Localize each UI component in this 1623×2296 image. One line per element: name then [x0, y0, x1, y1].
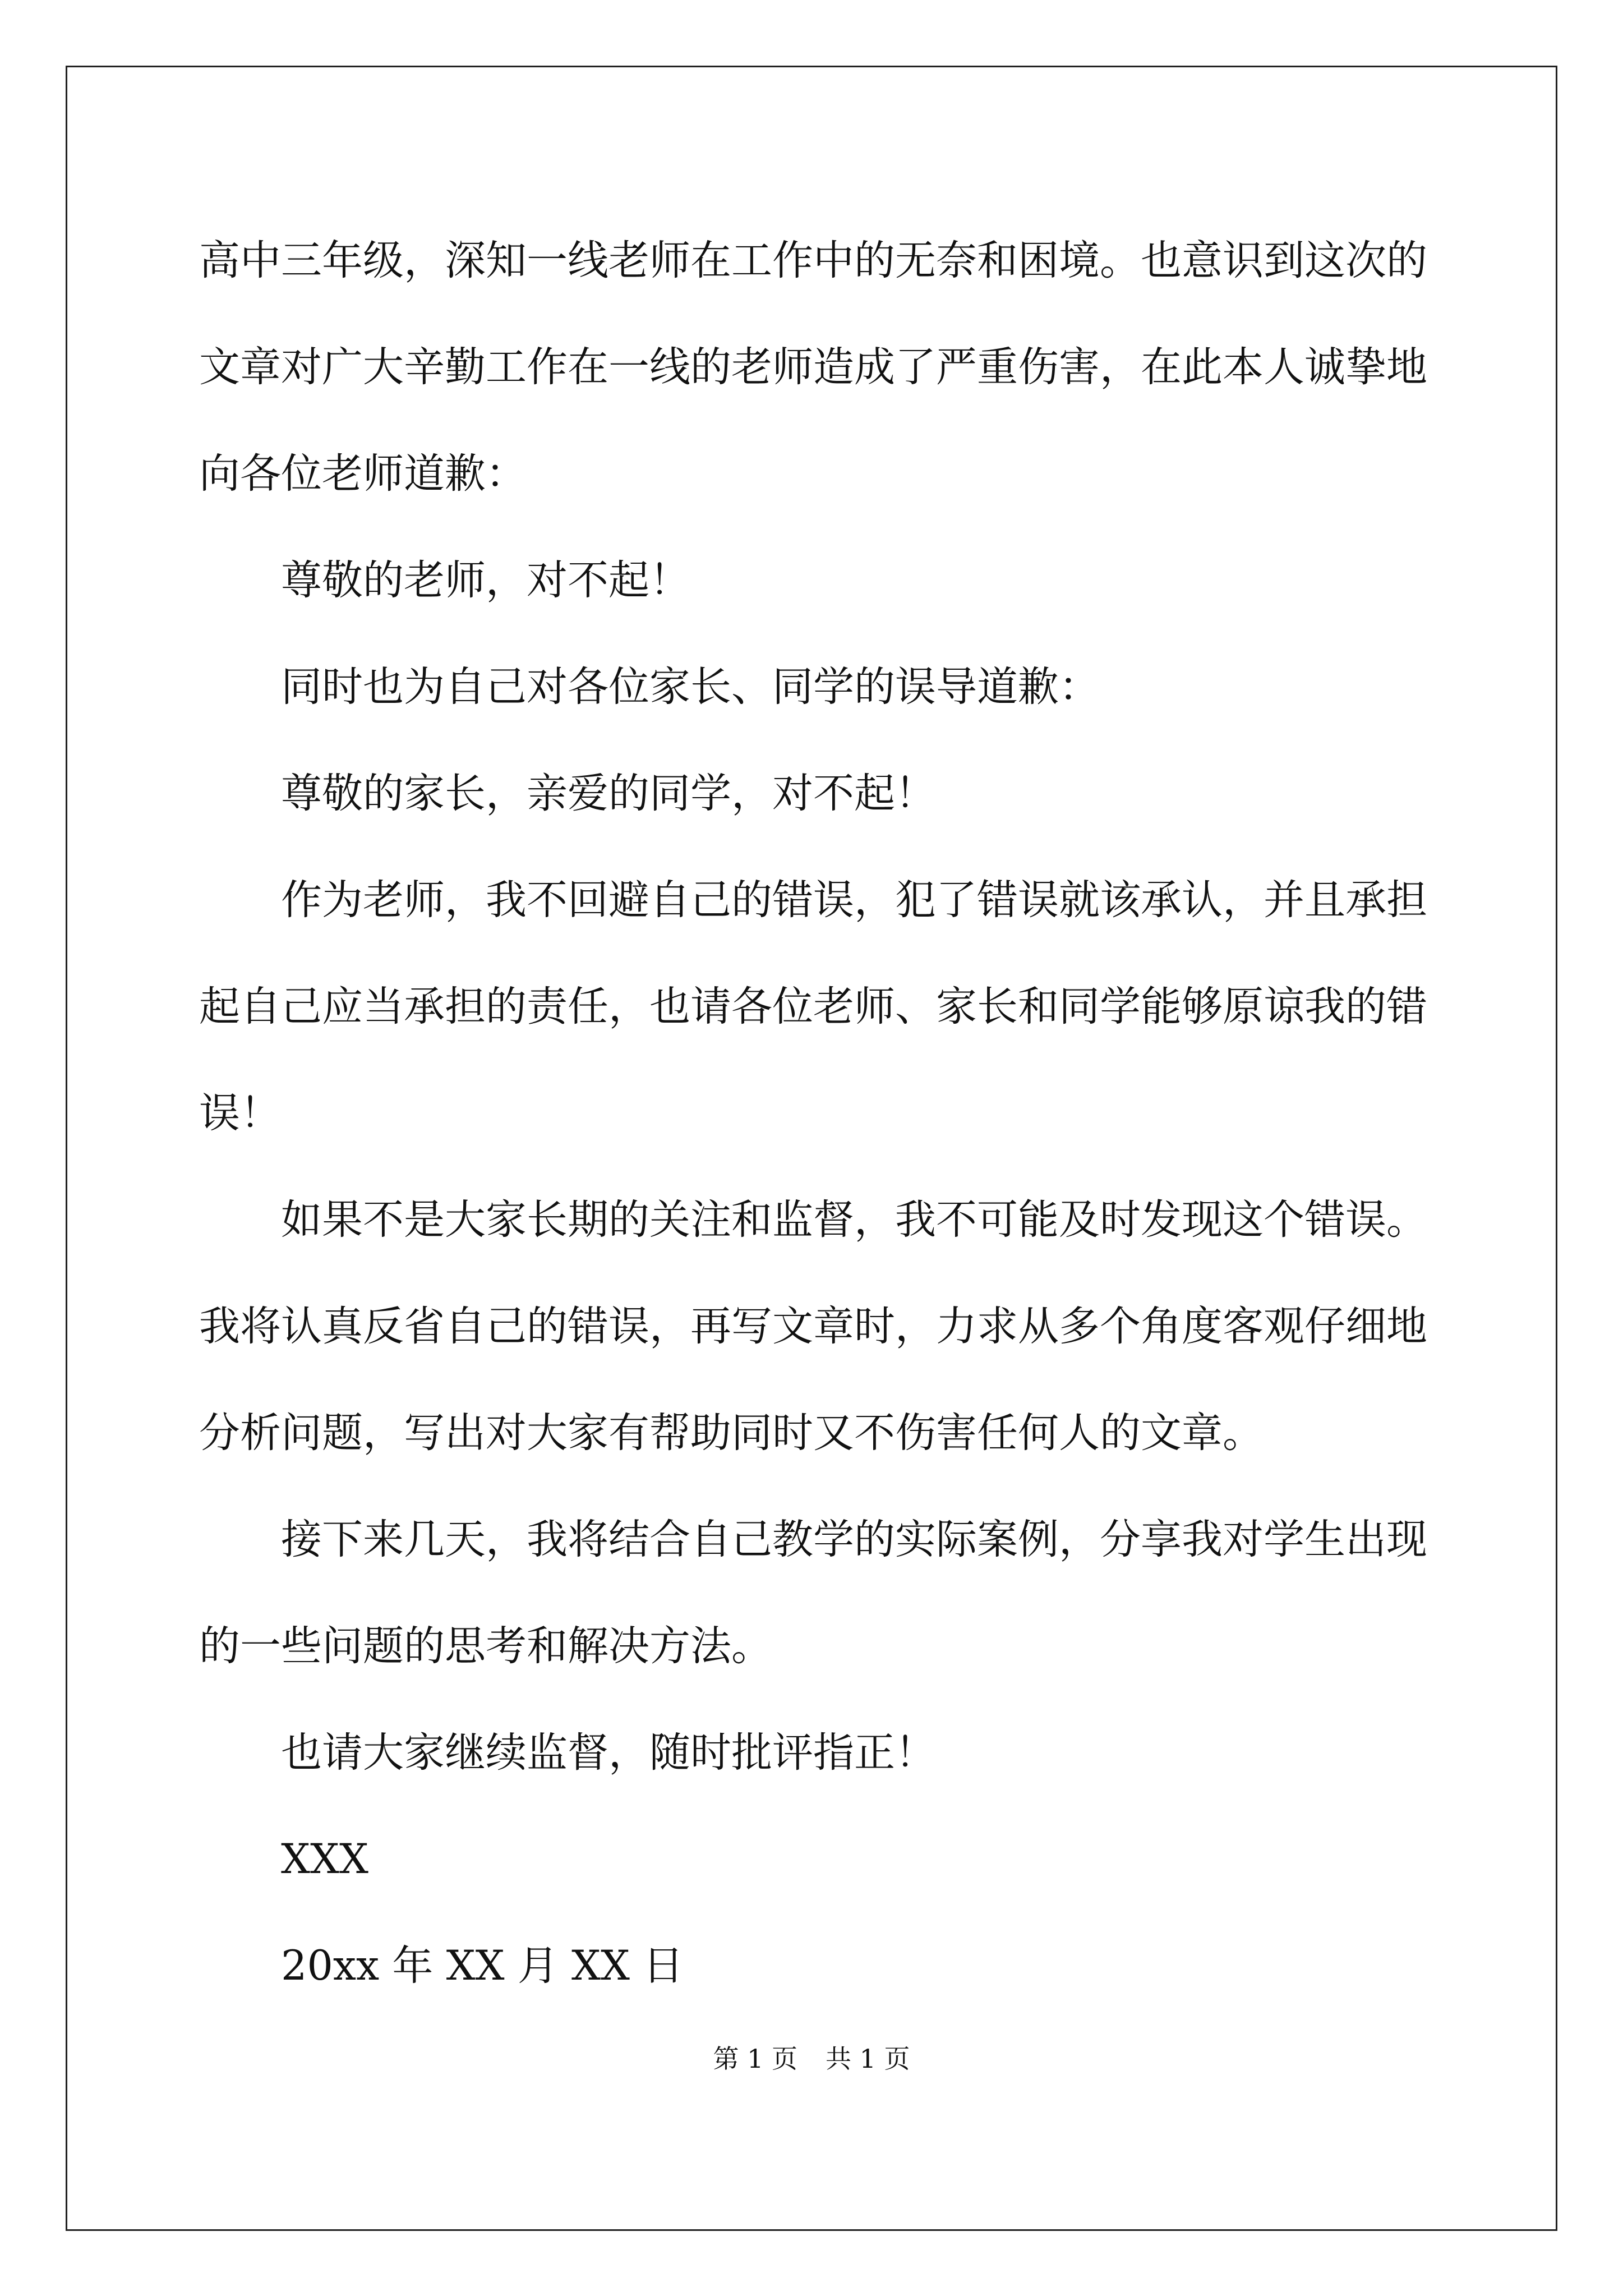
paragraph: 尊敬的老师，对不起！ — [281, 556, 690, 604]
paragraph: 同时也为自己对各位家长、同学的误导道歉： — [281, 663, 1100, 711]
page-footer — [0, 2042, 1623, 2076]
paragraph: 接下来几天，我将结合自己教学的实际案例，分享我对学生出现的一些问题的思考和解决方法。 — [199, 1516, 1427, 1670]
paragraph: 高中三年级，深知一线老师在工作中的无奈和困境。也意识到这次的文章对广大辛勤工作在一线的老师造成了严重伤害，在此本人诚挚地向各位老师道歉： — [199, 237, 1427, 498]
page-total: 共 1 页 — [826, 2044, 910, 2074]
date-line: 20xx 年 XX 月 XX 日 — [281, 1942, 684, 1990]
signature: XXX — [281, 1835, 368, 1883]
paragraph: 尊敬的家长，亲爱的同学，对不起！ — [281, 770, 936, 817]
document-body — [199, 208, 1433, 2019]
page-number: 第 1 页 — [713, 2044, 797, 2074]
paragraph: 如果不是大家长期的关注和监督，我不可能及时发现这个错误。我将认真反省自己的错误，再写文章时，力求从多个角度客观仔细地分析问题，写出对大家有帮助同时又不伤害任何人的文章。 — [199, 1196, 1427, 1457]
paragraph: 也请大家继续监督，随时批评指正！ — [281, 1729, 936, 1777]
paragraph: 作为老师，我不回避自己的错误，犯了错误就该承认，并且承担起自己应当承担的责任，也请各位老师、家长和同学能够原谅我的错误！ — [199, 876, 1427, 1137]
